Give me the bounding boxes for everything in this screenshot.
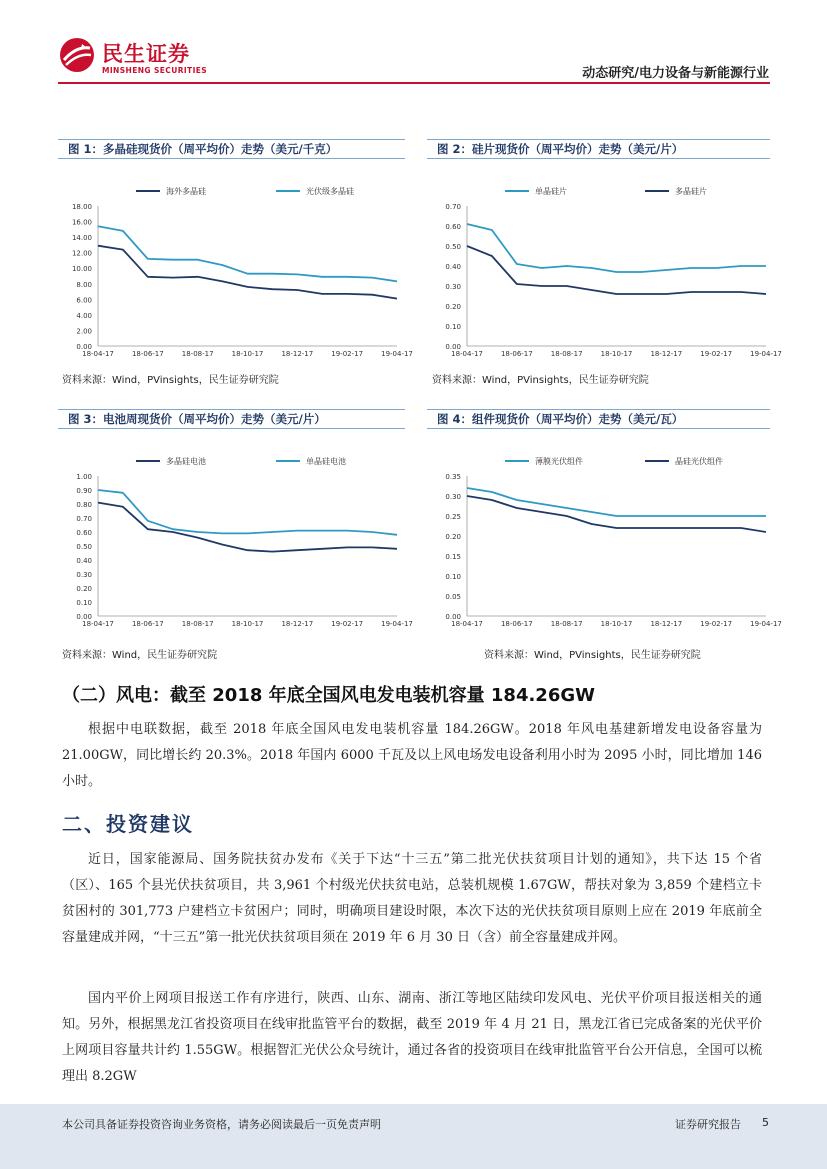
legend-label-1: 薄膜光伏组件	[535, 457, 583, 466]
y-tick-label: 0.00	[445, 343, 461, 351]
x-tick-label: 18-10-17	[600, 350, 633, 358]
x-tick-label: 18-12-17	[281, 350, 314, 358]
figure-3-chart	[58, 452, 413, 630]
legend-label-1: 海外多晶硅	[166, 187, 206, 196]
y-tick-label: 0.40	[76, 557, 92, 565]
y-tick-label: 0.05	[445, 593, 461, 601]
y-tick-label: 0.40	[445, 263, 461, 271]
y-tick-label: 0.20	[76, 585, 92, 593]
figure-3-source: 资料来源：Wind，民生证券研究院	[62, 650, 218, 661]
y-tick-label: 0.70	[76, 515, 92, 523]
x-tick-label: 18-10-17	[231, 620, 264, 628]
series-line-1	[467, 488, 766, 516]
x-tick-label: 18-06-17	[131, 350, 164, 358]
page-number: 5	[762, 1116, 769, 1129]
x-tick-label: 18-10-17	[231, 350, 264, 358]
legend-label-1: 单晶硅片	[535, 187, 567, 196]
series-line-2	[467, 246, 766, 294]
x-tick-label: 18-04-17	[82, 620, 114, 628]
figure-4-chart	[427, 452, 782, 630]
y-tick-label: 0.80	[76, 501, 92, 509]
x-tick-label: 18-12-17	[650, 620, 683, 628]
x-tick-label: 19-04-17	[750, 350, 782, 358]
y-tick-label: 0.90	[76, 487, 92, 495]
y-tick-label: 0.25	[445, 513, 461, 521]
x-tick-label: 18-04-17	[82, 350, 114, 358]
series-line-2	[98, 490, 397, 535]
y-tick-label: 10.00	[71, 265, 92, 274]
legend-label-2: 多晶硅片	[675, 187, 707, 196]
section-invest-paragraph-2: 国内平价上网项目报送工作有序进行，陕西、山东、湖南、浙江等地区陆续印发风电、光伏平价项目报送相关的通知。另外，根据黑龙江省投资项目在线审批监管平台的数据，截至 2019 年 4 月 21 日，黑龙江省已完成备案的光伏平价上网项目容量共计约 1.55GW。根据智汇光伏公众号统计，通过各省的投资项目在线审批监管平台公开信息，全国可以梳理出 8.2GW	[62, 991, 762, 1084]
y-tick-label: 14.00	[71, 234, 92, 243]
x-tick-label: 18-08-17	[550, 620, 583, 628]
y-tick-label: 0.00	[445, 613, 461, 621]
section-wind-paragraph: 根据中电联数据，截至 2018 年底全国风电发电装机容量 184.26GW。2018 年风电基建新增发电设备容量为 21.00GW，同比增长约 20.3%。2018 年国内 6000 千瓦及以上风电场发电设备利用小时为 2095 小时，同比增加 146 小时。	[62, 722, 762, 789]
y-tick-label: 0.60	[445, 223, 461, 231]
figure-1-title: 图 1：多晶硅现货价（周平均价）走势（美元/千克）	[58, 139, 405, 159]
series-line-2	[467, 496, 766, 532]
figure-3-title: 图 3：电池周现货价（周平均价）走势（美元/片）	[58, 409, 405, 429]
y-tick-label: 8.00	[76, 280, 92, 289]
figure-4-title: 图 4：组件现货价（周平均价）走势（美元/瓦）	[427, 409, 770, 429]
series-line-1	[98, 503, 397, 552]
section-wind-heading: （二）风电：截至 2018 年底全国风电发电装机容量 184.26GW	[62, 685, 595, 706]
y-tick-label: 0.10	[76, 599, 92, 607]
x-tick-label: 19-02-17	[331, 620, 364, 628]
x-tick-label: 18-04-17	[451, 350, 483, 358]
brand-logo	[58, 36, 218, 80]
y-tick-label: 0.60	[76, 529, 92, 537]
x-tick-label: 18-04-17	[451, 620, 483, 628]
figure-2-chart	[427, 182, 782, 360]
figure-1-source: 资料来源：Wind，PVinsights，民生证券研究院	[62, 375, 279, 386]
figure-2-source: 资料来源：Wind，PVinsights，民生证券研究院	[432, 375, 649, 386]
x-tick-label: 18-06-17	[500, 620, 533, 628]
header-divider	[58, 82, 770, 84]
x-tick-label: 18-08-17	[181, 620, 214, 628]
y-tick-label: 0.00	[76, 613, 92, 621]
page-footer	[0, 1104, 827, 1169]
footer-report-type: 证券研究报告	[675, 1118, 741, 1131]
x-tick-label: 18-08-17	[181, 350, 214, 358]
y-tick-label: 0.15	[445, 553, 461, 561]
x-tick-label: 18-06-17	[500, 350, 533, 358]
x-tick-label: 18-08-17	[550, 350, 583, 358]
y-tick-label: 6.00	[76, 296, 92, 305]
y-tick-label: 0.00	[76, 343, 92, 351]
x-tick-label: 19-02-17	[700, 350, 733, 358]
y-tick-label: 0.30	[445, 493, 461, 501]
x-tick-label: 18-06-17	[131, 620, 164, 628]
x-tick-label: 18-12-17	[650, 350, 683, 358]
brand-logo-mark	[58, 36, 96, 74]
y-tick-label: 16.00	[71, 218, 92, 227]
y-tick-label: 0.30	[76, 571, 92, 579]
y-tick-label: 12.00	[71, 249, 92, 258]
y-tick-label: 18.00	[71, 203, 92, 211]
y-tick-label: 4.00	[76, 311, 92, 320]
legend-label-2: 单晶硅电池	[306, 457, 346, 466]
figure-1-chart	[58, 182, 413, 360]
x-tick-label: 19-04-17	[381, 350, 413, 358]
section-invest-heading: 二、投资建议	[62, 812, 194, 836]
x-tick-label: 19-02-17	[331, 350, 364, 358]
series-line-2	[98, 226, 397, 281]
y-tick-label: 0.30	[445, 283, 461, 291]
x-tick-label: 18-12-17	[281, 620, 314, 628]
legend-label-2: 晶硅光伏组件	[675, 457, 723, 466]
page-header	[0, 0, 827, 86]
y-tick-label: 0.50	[76, 543, 92, 551]
figure-4-source: 资料来源：Wind，PVinsights，民生证券研究院	[484, 650, 701, 661]
y-tick-label: 0.50	[445, 243, 461, 251]
footer-disclaimer: 本公司具备证券投资咨询业务资格，请务必阅读最后一页免责声明	[62, 1118, 381, 1131]
brand-name-cn: 民生证券	[102, 42, 190, 66]
y-tick-label: 1.00	[76, 473, 92, 481]
x-tick-label: 19-04-17	[750, 620, 782, 628]
y-tick-label: 2.00	[76, 327, 92, 336]
y-tick-label: 0.20	[445, 533, 461, 541]
report-category: 动态研究/电力设备与新能源行业	[582, 66, 769, 81]
y-tick-label: 0.70	[445, 203, 461, 211]
y-tick-label: 0.35	[445, 473, 461, 481]
x-tick-label: 19-02-17	[700, 620, 733, 628]
figure-2-title: 图 2：硅片现货价（周平均价）走势（美元/片）	[427, 139, 770, 159]
x-tick-label: 19-04-17	[381, 620, 413, 628]
x-tick-label: 18-10-17	[600, 620, 633, 628]
legend-label-2: 光伏级多晶硅	[306, 187, 354, 196]
y-tick-label: 0.10	[445, 323, 461, 331]
brand-name-en: MINSHENG SECURITIES	[102, 66, 208, 75]
y-tick-label: 0.20	[445, 303, 461, 311]
legend-label-1: 多晶硅电池	[166, 457, 206, 466]
series-line-1	[467, 224, 766, 272]
y-tick-label: 0.10	[445, 573, 461, 581]
section-invest-paragraph-1: 近日，国家能源局、国务院扶贫办发布《关于下达“十三五”第二批光伏扶贫项目计划的通知》，共下达 15 个省（区）、165 个县光伏扶贫项目，共 3,961 个村级光伏扶贫电站，总装机规模 1.67GW，帮扶对象为 3,859 个建档立卡贫困村的 301,773 户建档立卡贫困户；同时，明确项目建设时限，本次下达的光伏扶贫项目原则上应在 2019 年底前全容量建成并网，“十三五”第一批光伏扶贫项目须在 2019 年 6 月 30 日（含）前全容量建成并网。	[62, 852, 762, 945]
